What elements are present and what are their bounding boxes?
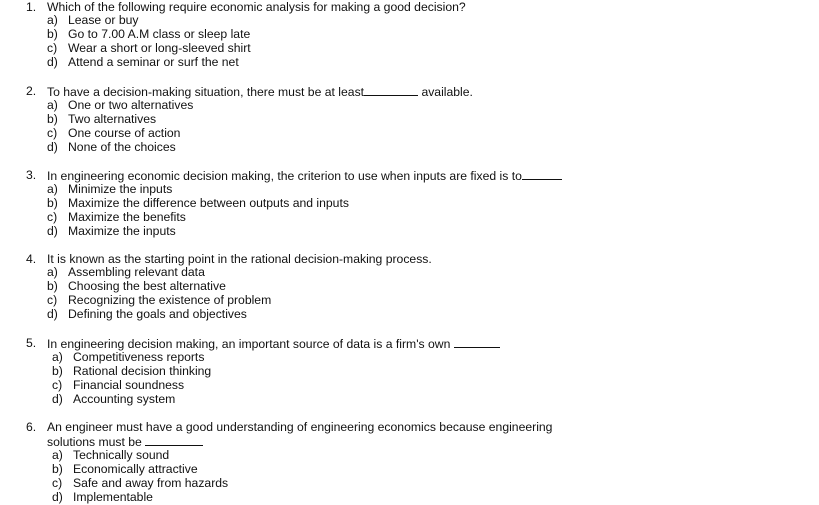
option-text: Economically attractive bbox=[73, 462, 198, 476]
question-text bbox=[47, 336, 500, 351]
option-letter: b) bbox=[47, 112, 58, 126]
option-letter: b) bbox=[52, 462, 63, 476]
question-number: 6. bbox=[26, 420, 37, 434]
option-text: Financial soundness bbox=[73, 378, 185, 392]
option-text: Defining the goals and objectives bbox=[68, 307, 247, 321]
option-letter: d) bbox=[52, 490, 63, 504]
option-letter: c) bbox=[47, 210, 58, 224]
option-letter: c) bbox=[52, 476, 63, 490]
question-text-body: In engineering economic decision making, the criterion to use when inputs are fixed is to bbox=[47, 169, 522, 183]
option-letter: c) bbox=[52, 378, 63, 392]
option-text: Maximize the difference between outputs and inputs bbox=[68, 196, 349, 210]
option-text: None of the choices bbox=[68, 140, 176, 154]
answer-blank bbox=[454, 336, 500, 348]
question-number: 1. bbox=[26, 0, 37, 14]
option-text: Lease or buy bbox=[68, 13, 139, 27]
question-text bbox=[47, 168, 562, 183]
option-letter: d) bbox=[47, 224, 58, 238]
option-letter: b) bbox=[47, 196, 58, 210]
question-number: 2. bbox=[26, 84, 37, 98]
option-letter: a) bbox=[47, 265, 58, 279]
option-text: Attend a seminar or surf the net bbox=[68, 55, 239, 69]
question-text-continued: solutions must be bbox=[47, 435, 142, 449]
option-text: One or two alternatives bbox=[68, 98, 194, 112]
option-text: Assembling relevant data bbox=[68, 265, 205, 279]
option-letter: c) bbox=[47, 293, 58, 307]
option-text: Go to 7.00 A.M class or sleep late bbox=[68, 27, 251, 41]
option-text: Minimize the inputs bbox=[68, 182, 173, 196]
option-letter: b) bbox=[47, 27, 58, 41]
option-text: Recognizing the existence of problem bbox=[68, 293, 272, 307]
answer-blank bbox=[364, 84, 418, 96]
question-text-body: In engineering decision making, an important source of data is a firm's own bbox=[47, 337, 451, 351]
option-letter: a) bbox=[47, 98, 58, 112]
option-letter: d) bbox=[47, 307, 58, 321]
option-letter: a) bbox=[52, 350, 63, 364]
question-text: It is known as the starting point in the rational decision-making process. bbox=[47, 252, 432, 266]
option-text: Competitiveness reports bbox=[73, 350, 205, 364]
answer-blank bbox=[522, 168, 562, 180]
option-text: Safe and away from hazards bbox=[73, 476, 229, 490]
option-text: One course of action bbox=[68, 126, 181, 140]
option-letter: b) bbox=[52, 364, 63, 378]
option-text: Two alternatives bbox=[68, 112, 157, 126]
question-number: 5. bbox=[26, 336, 37, 350]
answer-blank bbox=[145, 434, 203, 446]
option-letter: d) bbox=[52, 392, 63, 406]
option-letter: a) bbox=[52, 448, 63, 462]
option-text: Maximize the benefits bbox=[68, 210, 186, 224]
option-letter: a) bbox=[47, 182, 58, 196]
option-letter: a) bbox=[47, 13, 58, 27]
option-text: Choosing the best alternative bbox=[68, 279, 226, 293]
question-text-after: available. bbox=[421, 85, 473, 99]
question-text-before: To have a decision-making situation, there must be at least bbox=[47, 85, 365, 99]
option-letter: d) bbox=[47, 55, 58, 69]
option-letter: d) bbox=[47, 140, 58, 154]
question-number: 4. bbox=[26, 252, 37, 266]
option-letter: c) bbox=[47, 41, 58, 55]
option-letter: b) bbox=[47, 279, 58, 293]
option-letter: c) bbox=[47, 126, 58, 140]
question-text-line2 bbox=[47, 434, 203, 449]
option-text: Technically sound bbox=[73, 448, 170, 462]
question-text bbox=[47, 84, 473, 99]
option-text: Accounting system bbox=[73, 392, 176, 406]
question-text: An engineer must have a good understanding of engineering economics because engineering bbox=[47, 420, 553, 434]
question-text: Which of the following require economic analysis for making a good decision? bbox=[47, 0, 466, 14]
question-number: 3. bbox=[26, 168, 37, 182]
option-text: Wear a short or long-sleeved shirt bbox=[68, 41, 251, 55]
option-text: Rational decision thinking bbox=[73, 364, 212, 378]
option-text: Implementable bbox=[73, 490, 153, 504]
option-text: Maximize the inputs bbox=[68, 224, 176, 238]
